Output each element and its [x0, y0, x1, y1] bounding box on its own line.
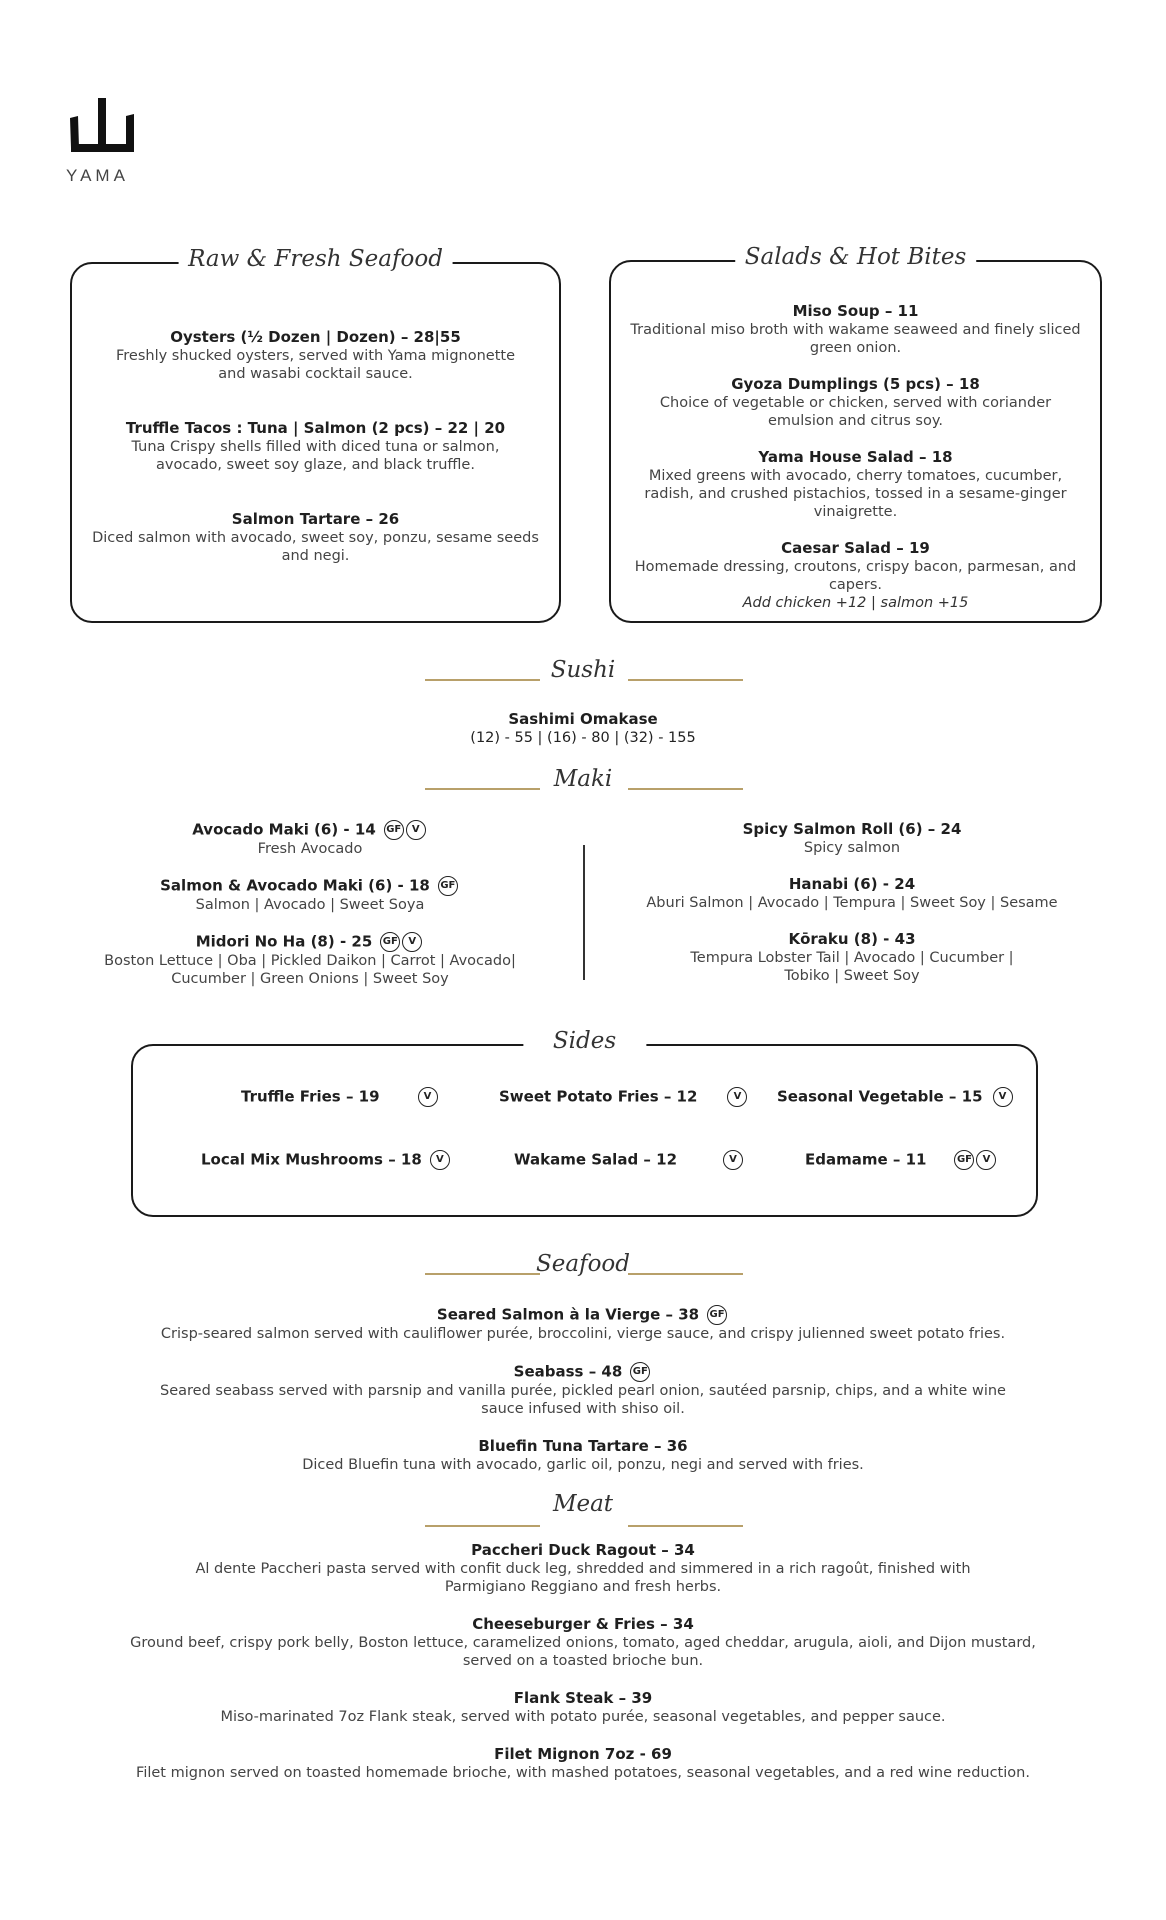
item-description: Salmon | Avocado | Sweet Soya [195, 897, 425, 913]
item-name: Local Mix Mushrooms – 18 [201, 1150, 422, 1169]
sides-title: Sides [523, 1028, 646, 1054]
item-description: Miso-marinated 7oz Flank steak, served with potato purée, seasonal vegetables, and pepper sauce. [220, 1709, 946, 1725]
item-name: Caesar Salad – 19 [781, 539, 930, 557]
side-item [777, 1087, 1015, 1107]
vegan-icon: V [418, 1087, 438, 1107]
menu-item [611, 375, 1100, 430]
item-name: Yama House Salad – 18 [758, 448, 953, 466]
raw-seafood-section [70, 246, 561, 623]
menu-item [0, 1362, 1166, 1418]
side-item [499, 1087, 749, 1107]
gluten-free-icon: GF [384, 820, 404, 840]
item-description: Spicy salmon [803, 840, 901, 856]
item-name: Miso Soup – 11 [792, 302, 919, 320]
vegan-icon: V [727, 1087, 747, 1107]
item-name: Wakame Salad – 12 [514, 1150, 678, 1169]
maki-right-column [632, 820, 1072, 985]
item-name: Salmon & Avocado Maki (6) - 18 [160, 876, 430, 895]
item-name: Sweet Potato Fries – 12 [499, 1087, 698, 1106]
menu-item [0, 1541, 1166, 1596]
item-name: Cheeseburger & Fries – 34 [472, 1615, 694, 1633]
salads-title: Salads & Hot Bites [735, 244, 977, 270]
item-name: Truffle Fries – 19 [241, 1087, 380, 1106]
item-name: Oysters (½ Dozen | Dozen) – 28|55 [170, 328, 461, 346]
menu-item [611, 302, 1100, 357]
sushi-block [0, 710, 1166, 766]
menu-item [0, 710, 1166, 747]
item-prices: (12) - 55 | (16) - 80 | (32) - 155 [470, 730, 696, 746]
item-description: Tuna Crispy shells filled with diced tuna or salmon, avocado, sweet soy glaze, and black truffle. [131, 439, 500, 473]
item-description: Homemade dressing, croutons, crispy bacon, parmesan, and capers. [634, 559, 1077, 593]
menu-item [82, 419, 549, 474]
item-name: Seabass – 48 [513, 1362, 623, 1381]
menu-item [82, 510, 549, 565]
item-name: Edamame – 11 [805, 1150, 927, 1169]
sides-section [131, 1028, 1038, 1217]
item-description: Choice of vegetable or chicken, served with coriander emulsion and citrus soy. [659, 395, 1052, 429]
item-name: Kōraku (8) - 43 [788, 930, 916, 948]
item-name: Gyoza Dumplings (5 pcs) – 18 [731, 375, 980, 393]
item-name: Filet Mignon 7oz - 69 [494, 1745, 672, 1763]
menu-item [632, 930, 1072, 985]
menu-item [0, 1437, 1166, 1474]
dietary-icons [384, 820, 428, 840]
item-name: Hanabi (6) - 24 [788, 875, 916, 893]
dietary-icons [438, 876, 460, 896]
gluten-free-icon: GF [954, 1150, 974, 1170]
brand-name: YAMA [66, 166, 129, 185]
dietary-icons [380, 932, 424, 952]
menu-item [85, 932, 535, 988]
side-item [241, 1087, 440, 1107]
menu-item [0, 1615, 1166, 1670]
dietary-icons [630, 1362, 652, 1382]
vegan-icon: V [976, 1150, 996, 1170]
meat-block [0, 1541, 1166, 1801]
side-item [201, 1150, 452, 1170]
item-name-row [85, 820, 535, 840]
item-name: Bluefin Tuna Tartare – 36 [478, 1437, 688, 1455]
menu-item [0, 1745, 1166, 1782]
menu-item [82, 328, 549, 383]
item-description: Ground beef, crispy pork belly, Boston lettuce, caramelized onions, tomato, aged cheddar, arugula, aioli, and Dijon mustard, served on a toasted brioche bun. [130, 1635, 1036, 1669]
maki-left-column [85, 820, 535, 988]
menu-item [85, 876, 535, 914]
item-name: Truffle Tacos : Tuna | Salmon (2 pcs) – 22 | 20 [125, 419, 506, 437]
item-description: Crisp-seared salmon served with cauliflower purée, broccolini, vierge sauce, and crispy julienned sweet potato fries. [160, 1326, 1006, 1342]
side-item [805, 1150, 998, 1170]
salads-section [609, 244, 1102, 623]
item-name: Seasonal Vegetable – 15 [777, 1087, 983, 1106]
item-name: Seared Salmon à la Vierge – 38 [436, 1305, 700, 1324]
vegan-icon: V [430, 1150, 450, 1170]
menu-item [0, 1689, 1166, 1726]
menu-item [611, 448, 1100, 521]
gluten-free-icon: GF [438, 876, 458, 896]
vegan-icon: V [723, 1150, 743, 1170]
item-description: Tempura Lobster Tail | Avocado | Cucumber | Tobiko | Sweet Soy [690, 950, 1014, 984]
item-description: Al dente Paccheri pasta served with confit duck leg, shredded and simmered in a rich ragoût, finished with Parmigiano Reggiano and fresh herbs. [195, 1561, 971, 1595]
menu-item [632, 820, 1072, 857]
item-name-row [0, 1305, 1166, 1325]
gluten-free-icon: GF [630, 1362, 650, 1382]
meat-title: Meat [552, 1491, 614, 1517]
side-item [514, 1150, 745, 1170]
maki-heading [0, 766, 1166, 800]
item-description: Mixed greens with avocado, cherry tomatoes, cucumber, radish, and crushed pistachios, tossed in a sesame-ginger vinaigrette. [644, 468, 1067, 520]
vegan-icon: V [402, 932, 422, 952]
seafood-heading [0, 1251, 1166, 1285]
item-description: Traditional miso broth with wakame seaweed and finely sliced green onion. [630, 322, 1081, 356]
item-description: Freshly shucked oysters, served with Yama mignonette and wasabi cocktail sauce. [116, 348, 515, 382]
item-name-row [85, 932, 535, 952]
vegan-icon: V [406, 820, 426, 840]
item-name: Spicy Salmon Roll (6) – 24 [742, 820, 962, 838]
maki-title: Maki [553, 766, 613, 792]
item-name: Salmon Tartare – 26 [231, 510, 400, 528]
item-description: Diced Bluefin tuna with avocado, garlic oil, ponzu, negi and served with fries. [302, 1457, 864, 1473]
item-name: Sashimi Omakase [508, 710, 658, 728]
item-description: Fresh Avocado [257, 841, 363, 857]
item-description: Aburi Salmon | Avocado | Tempura | Sweet Soy | Sesame [646, 895, 1058, 911]
logo [66, 96, 146, 186]
menu-item [0, 1305, 1166, 1343]
gluten-free-icon: GF [380, 932, 400, 952]
item-description: Filet mignon served on toasted homemade brioche, with mashed potatoes, seasonal vegetables, and a red wine reduction. [136, 1765, 1030, 1781]
seafood-title: Seafood [535, 1251, 630, 1277]
menu-item [611, 539, 1100, 612]
maki-divider [583, 845, 585, 980]
item-name: Paccheri Duck Ragout – 34 [471, 1541, 695, 1559]
meat-heading [0, 1491, 1166, 1525]
item-description: Diced salmon with avocado, sweet soy, ponzu, sesame seeds and negi. [92, 530, 539, 564]
seafood-block [0, 1305, 1166, 1493]
item-description: Boston Lettuce | Oba | Pickled Daikon | Carrot | Avocado| Cucumber | Green Onions | Sweet Soy [104, 953, 516, 987]
dietary-icons [707, 1305, 729, 1325]
item-name: Avocado Maki (6) - 14 [192, 820, 376, 839]
menu-item [85, 820, 535, 858]
menu-item [632, 875, 1072, 912]
item-description: Seared seabass served with parsnip and vanilla purée, pickled pearl onion, sautéed parsnip, chips, and a white wine sauce infused with shiso oil. [160, 1383, 1006, 1417]
item-name: Midori No Ha (8) - 25 [195, 932, 373, 951]
gluten-free-icon: GF [707, 1305, 727, 1325]
sushi-heading [0, 657, 1166, 691]
raw-seafood-title: Raw & Fresh Seafood [178, 246, 453, 272]
item-name-row [85, 876, 535, 896]
mountain-kanji-logo [66, 96, 138, 160]
item-addon: Add chicken +12 | salmon +15 [742, 595, 969, 611]
sushi-title: Sushi [550, 657, 616, 683]
vegan-icon: V [993, 1087, 1013, 1107]
item-name: Flank Steak – 39 [513, 1689, 653, 1707]
item-name-row [0, 1362, 1166, 1382]
